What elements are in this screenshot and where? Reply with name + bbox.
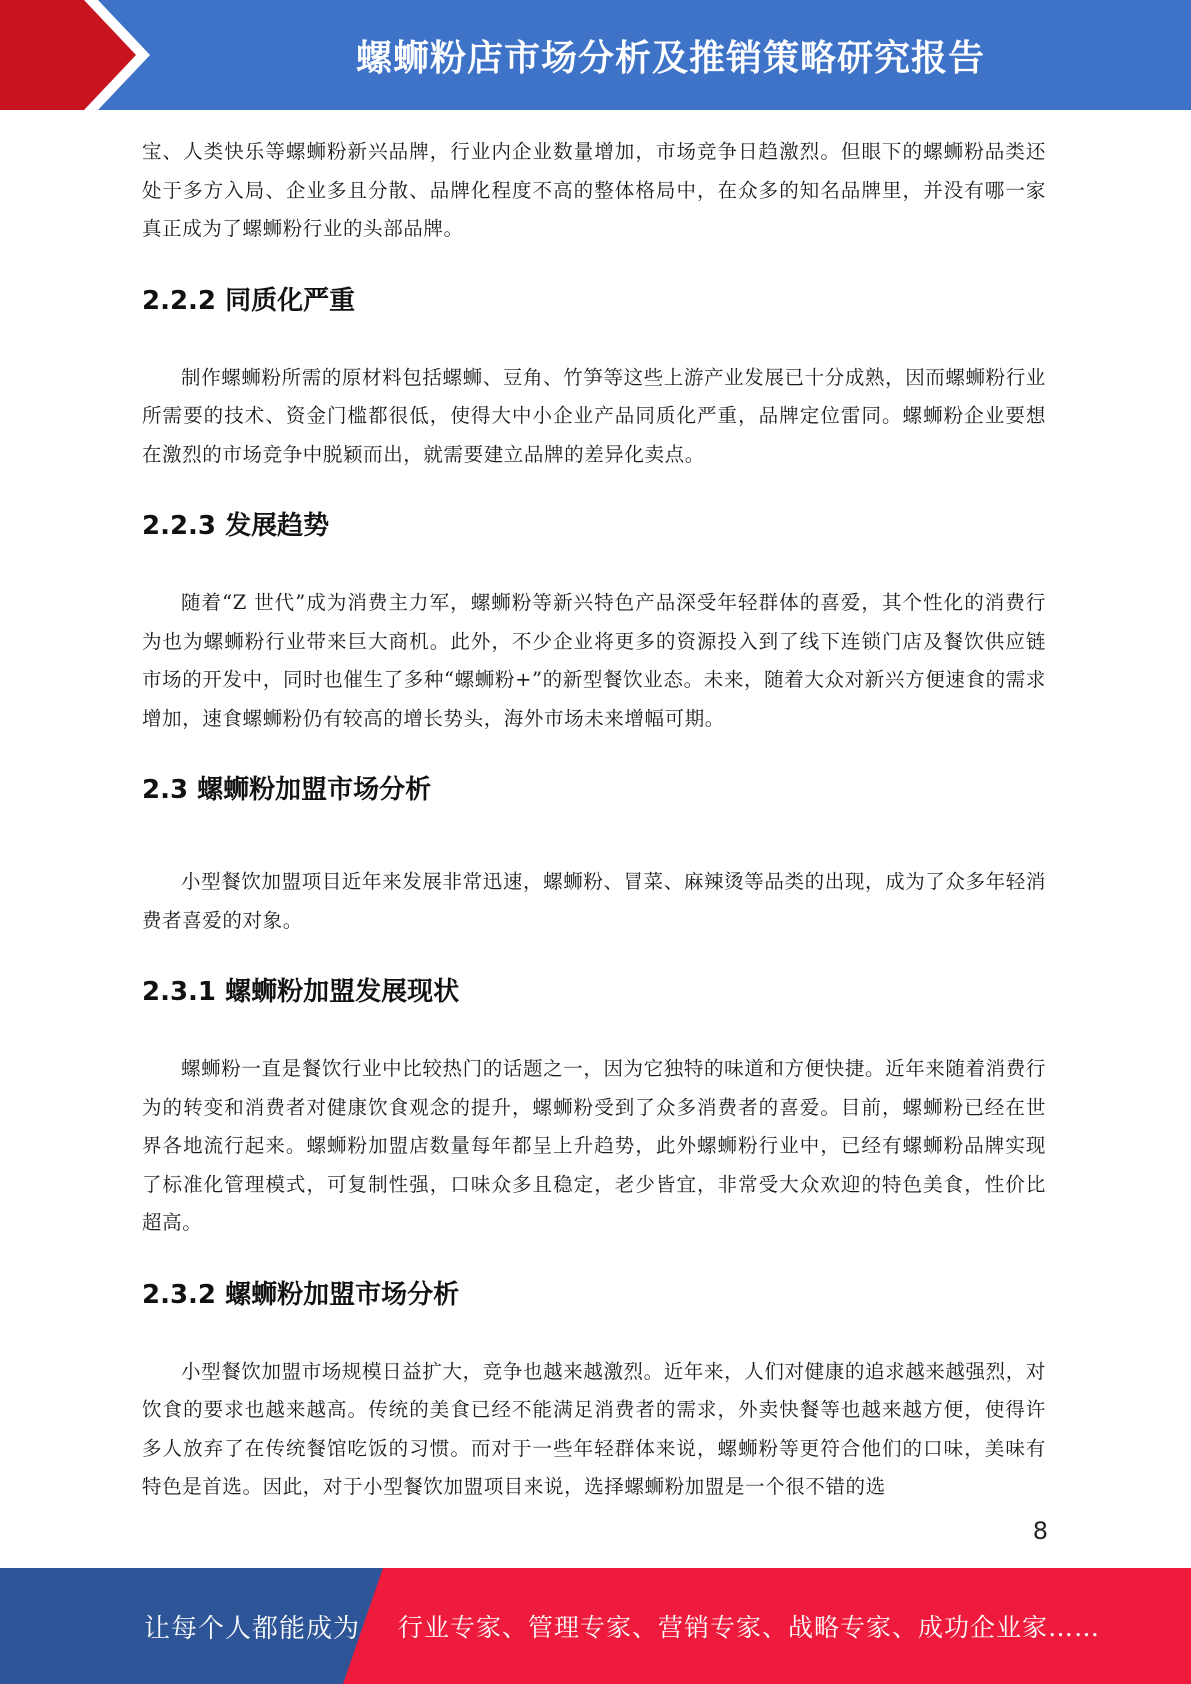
page-number: 8 bbox=[1032, 1517, 1048, 1545]
page-header bbox=[0, 0, 1191, 110]
footer-slogan-left: 让每个人都能成为 bbox=[144, 1613, 361, 1644]
paragraph-franchise-market: 小型餐饮加盟市场规模日益扩大，竞争也越来越激烈。近年来，人们对健康的追求越来越强烈，对饮食的要求也越来越高。传统的美食已经不能满足消费者的需求，外卖快餐等也越来越方便，使得许多人放弃了在传统餐馆吃饭的习惯。而对于一些年轻群体来说，螺蛳粉等更符合他们的口味，美味有特色是首选。因此，对于小型餐饮加盟项目来说，选择螺蛳粉加盟是一个很不错的选 bbox=[142, 1359, 1046, 1498]
heading-2-2-2: 2.2.2 同质化严重 bbox=[142, 285, 356, 316]
heading-2-3: 2.3 螺蛳粉加盟市场分析 bbox=[142, 775, 432, 805]
paragraph-homogenization: 制作螺蛳粉所需的原材料包括螺蛳、豆角、竹笋等这些上游产业发展已十分成熟，因而螺蛳粉行业所需要的技术、资金门槛都很低，使得大中小企业产品同质化严重，品牌定位雷同。螺蛳粉企业要想在激烈的市场竞争中脱颖而出，就需要建立品牌的差异化卖点。 bbox=[142, 365, 1046, 466]
paragraph-franchise-intro: 小型餐饮加盟项目近年来发展非常迅速，螺蛳粉、冒菜、麻辣烫等品类的出现，成为了众多年轻消费者喜爱的对象。 bbox=[142, 870, 1046, 932]
header-arrow-decoration bbox=[0, 0, 160, 110]
footer-slogan-right: 行业专家、管理专家、营销专家、战略专家、成功企业家…… bbox=[398, 1613, 1101, 1642]
page-content bbox=[142, 133, 1046, 1507]
paragraph-franchise-status: 螺蛳粉一直是餐饮行业中比较热门的话题之一，因为它独特的味道和方便快捷。近年来随着消费行为的转变和消费者对健康饮食观念的提升，螺蛳粉受到了众多消费者的喜爱。目前，螺蛳粉已经在世界各地流行起来。螺蛳粉加盟店数量每年都呈上升趋势，此外螺蛳粉行业中，已经有螺蛳粉品牌实现了标准化管理模式，可复制性强，口味众多且稳定，老少皆宜，非常受大众欢迎的特色美食，性价比超高。 bbox=[142, 1057, 1046, 1234]
heading-2-3-2: 2.3.2 螺蛳粉加盟市场分析 bbox=[142, 1279, 460, 1310]
heading-2-2-3: 2.2.3 发展趋势 bbox=[142, 511, 330, 541]
paragraph-trends: 随着“Z 世代”成为消费主力军，螺蛳粉等新兴特色产品深受年轻群体的喜爱，其个性化的消费行为也为螺蛳粉行业带来巨大商机。此外，不少企业将更多的资源投入到了线下连锁门店及餐饮供应链市场的开发中，同时也催生了多种“螺蛳粉+”的新型餐饮业态。未来，随着大众对新兴方便速食的需求增加，速食螺蛳粉仍有较高的增长势头，海外市场未来增幅可期。 bbox=[142, 591, 1046, 730]
document-title: 螺蛳粉店市场分析及推销策略研究报告 bbox=[355, 37, 985, 79]
paragraph-continued: 宝、人类快乐等螺蛳粉新兴品牌，行业内企业数量增加，市场竞争日趋激烈。但眼下的螺蛳粉品类还处于多方入局、企业多且分散、品牌化程度不高的整体格局中，在众多的知名品牌里，并没有哪一家真正成为了螺蛳粉行业的头部品牌。 bbox=[142, 140, 1046, 240]
page-footer bbox=[0, 1568, 1191, 1684]
heading-2-3-1: 2.3.1 螺蛳粉加盟发展现状 bbox=[142, 977, 460, 1007]
